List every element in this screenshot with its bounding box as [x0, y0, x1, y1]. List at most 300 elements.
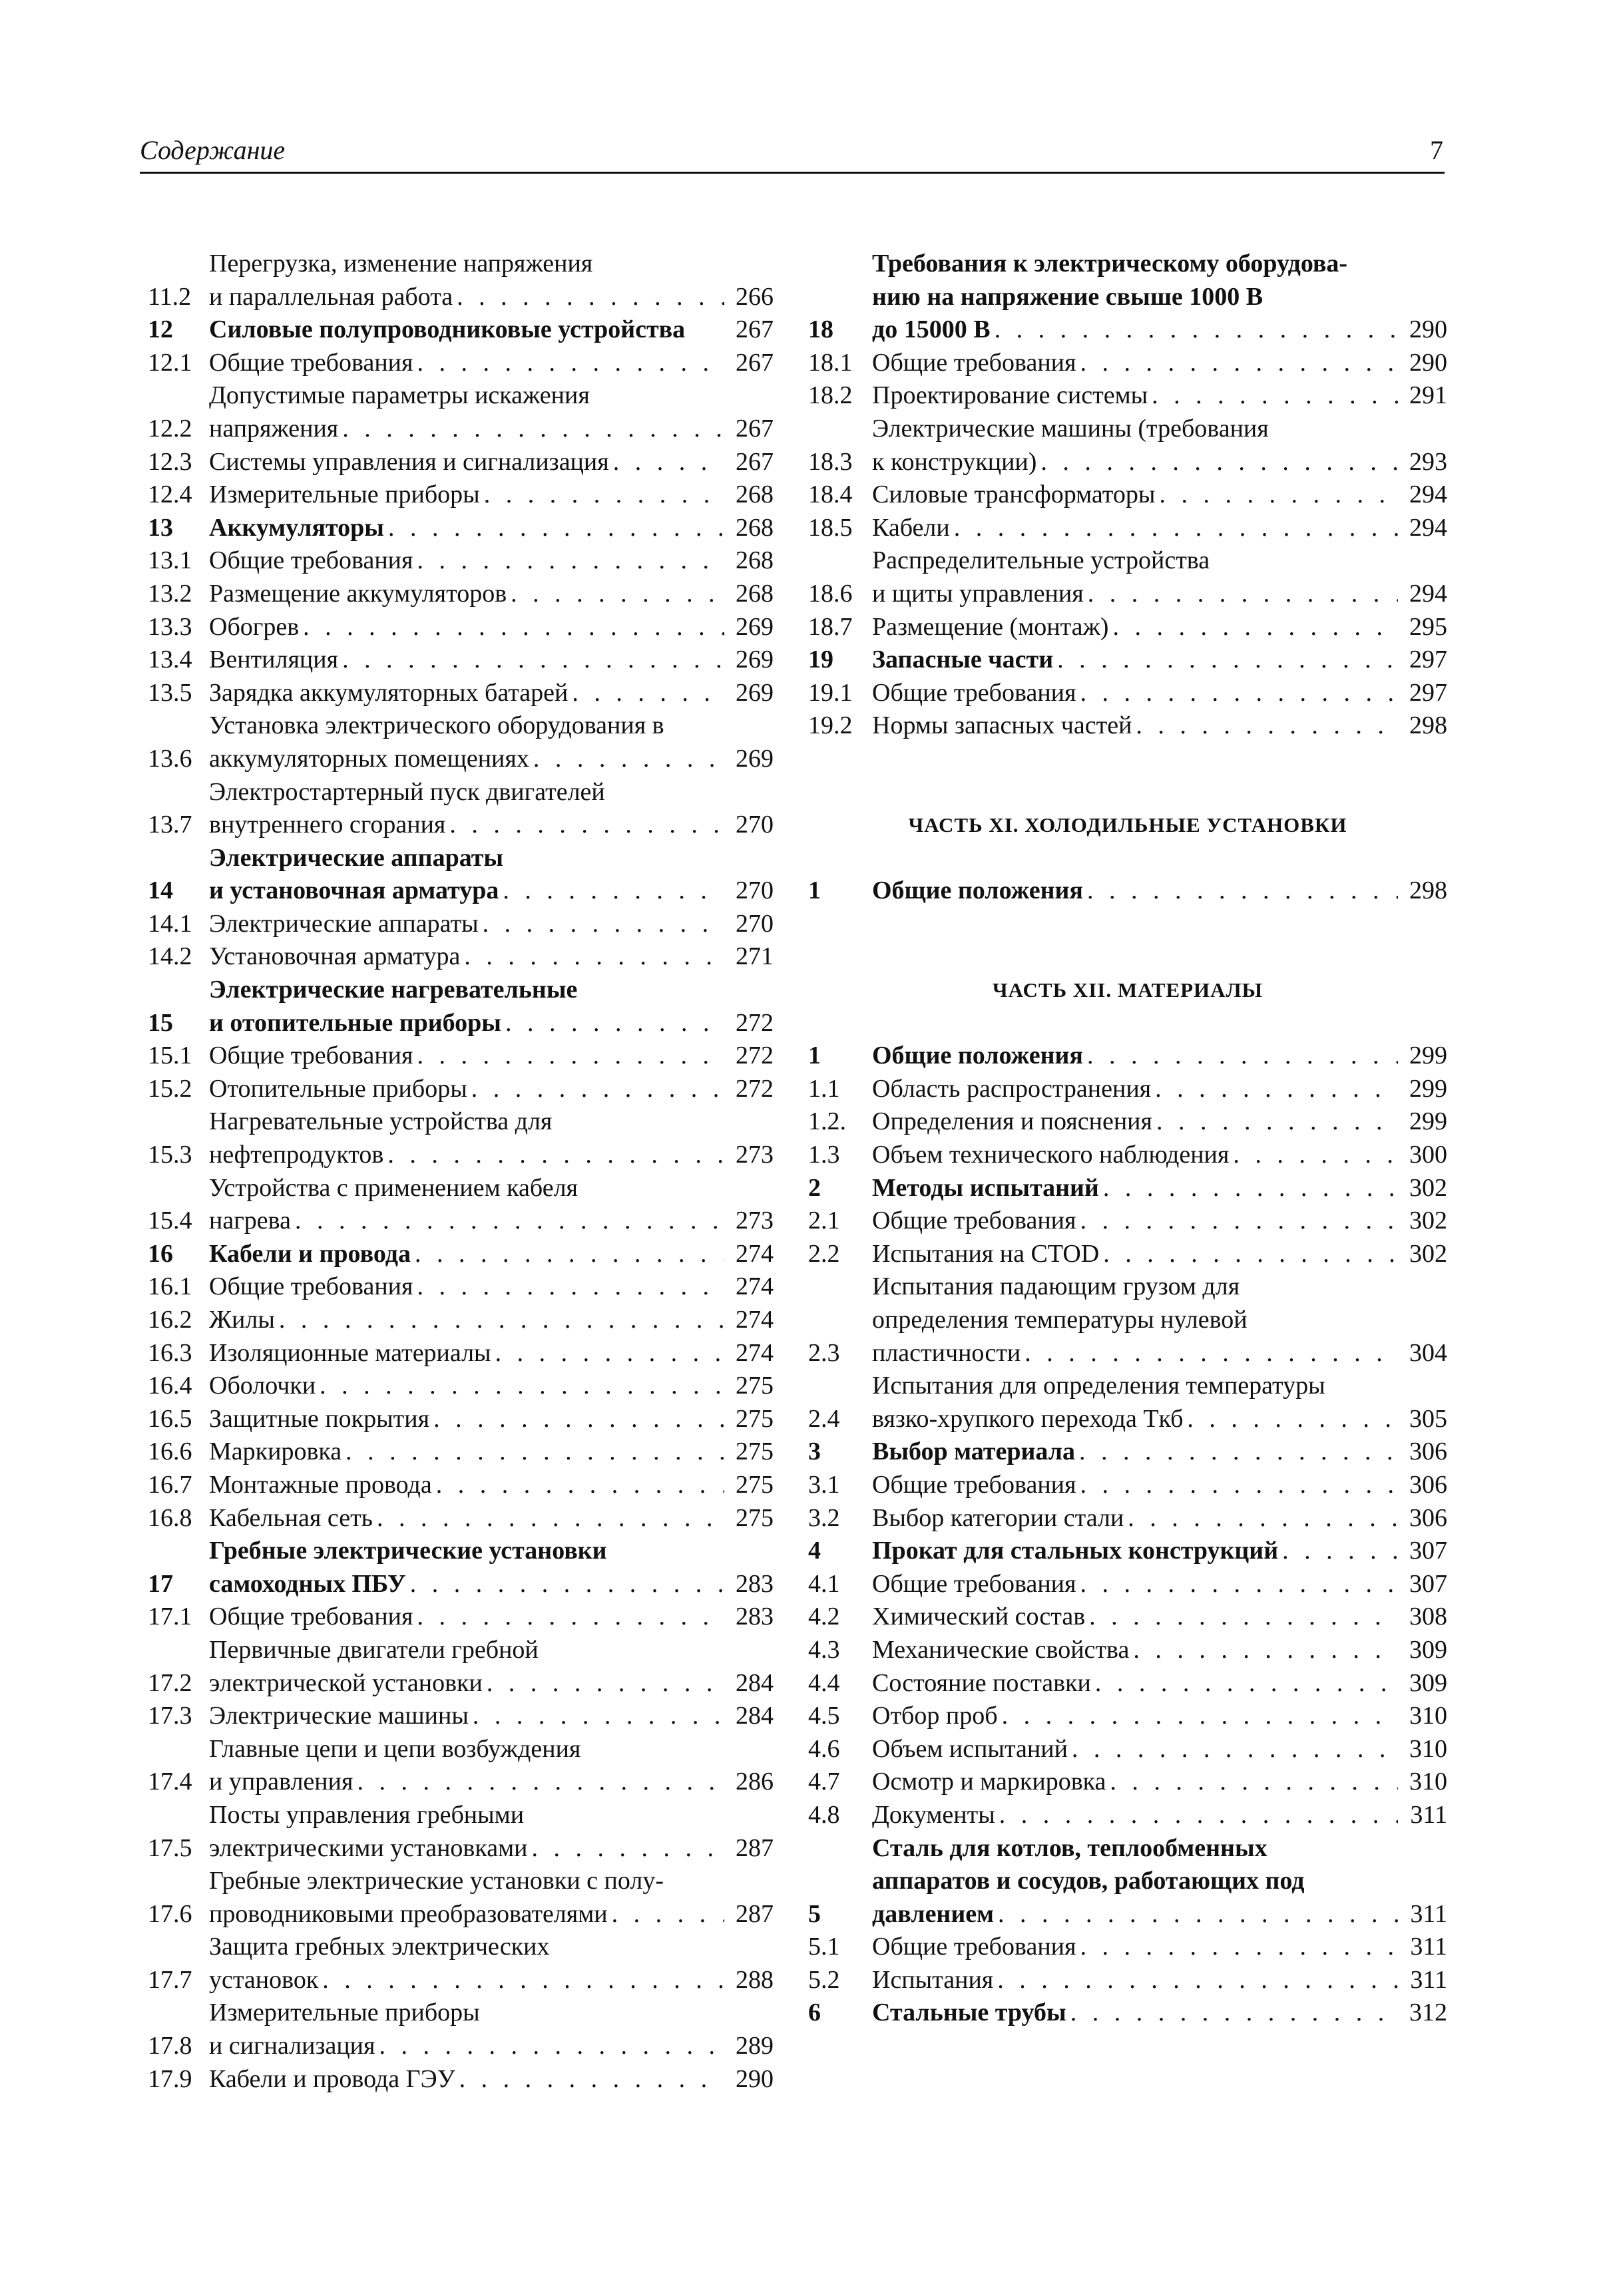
toc-entry-title	[209, 446, 728, 479]
toc-entry-title-line: нефтепродуктов	[209, 1141, 384, 1169]
toc-entry-number: 17.8	[148, 2032, 192, 2060]
toc-entry-number: 13.4	[148, 646, 192, 674]
dot-leader	[1152, 379, 1398, 413]
toc-entry-title-line: самоходных ПБУ	[209, 1569, 406, 1598]
toc-entry-title-line: давлением	[872, 1899, 994, 1928]
toc-entry-number: 2.1	[808, 1207, 840, 1235]
toc-entry	[148, 1469, 774, 1502]
toc-entry	[808, 677, 1447, 710]
toc-entry-title	[872, 1601, 1402, 1634]
toc-entry-title-line: Общие требования	[872, 1569, 1076, 1598]
toc-entry-title-line: Кабели и провода ГЭУ	[209, 2064, 455, 2093]
toc-entry-number: 13.2	[148, 579, 192, 608]
running-header	[140, 132, 1445, 174]
toc-entry-number: 15	[148, 1008, 173, 1037]
toc-entry	[148, 908, 774, 941]
toc-entry-title	[209, 1865, 728, 1931]
toc-entry	[148, 842, 774, 908]
toc-entry-number: 18.1	[808, 348, 853, 377]
toc-entry-title-line: Общие требования	[872, 678, 1076, 707]
toc-entry-number: 1	[808, 1042, 821, 1070]
toc-entry-page: 311	[1410, 1933, 1447, 1961]
toc-entry-page: 293	[1409, 447, 1447, 476]
toc-entry-title	[872, 1667, 1402, 1700]
toc-entry-page: 275	[736, 1470, 774, 1499]
dot-leader	[417, 1601, 724, 1634]
toc-entry-title	[209, 1634, 728, 1700]
dot-leader	[572, 677, 724, 710]
toc-entry	[808, 1040, 1447, 1073]
toc-entry-number: 6	[808, 1999, 821, 2027]
toc-entry-title	[872, 1139, 1402, 1172]
toc-entry	[148, 347, 774, 380]
toc-entry-title-line: Общие положения	[872, 876, 1083, 905]
toc-entry-title-line: проводниковыми преобразователями	[209, 1899, 608, 1928]
toc-entry-title	[209, 842, 728, 908]
toc-entry-page: 311	[1410, 1899, 1447, 1928]
toc-entry-number: 4.6	[808, 1734, 840, 1763]
toc-entry-page: 268	[736, 480, 774, 509]
toc-entry	[148, 313, 774, 347]
dot-leader	[357, 1766, 724, 1799]
part-11-list	[808, 874, 1447, 908]
toc-entry-number: 12.2	[148, 414, 192, 443]
toc-entry-title	[209, 1601, 728, 1634]
dot-leader	[377, 1502, 724, 1535]
toc-entry-title-line: напряжения	[209, 414, 339, 443]
dot-leader	[1103, 1172, 1398, 1205]
toc-entry-title	[872, 1073, 1402, 1106]
dot-leader	[457, 281, 724, 314]
toc-entry	[148, 1238, 774, 1271]
toc-entry-number: 13.5	[148, 678, 192, 707]
toc-entry-title	[872, 1205, 1402, 1238]
toc-entry-title-line: Защита гребных электрических	[209, 1933, 550, 1961]
toc-entry-title	[872, 1370, 1402, 1435]
dot-leader	[1072, 1733, 1398, 1766]
toc-entry-title-line: Выбор материала	[872, 1437, 1076, 1466]
toc-entry	[148, 709, 774, 775]
toc-entry	[148, 578, 774, 611]
toc-entry-title	[209, 578, 728, 611]
toc-entry-title-line: Электрические аппараты	[209, 909, 479, 938]
dot-leader	[954, 512, 1398, 545]
toc-entry-title-line: и сигнализация	[209, 2032, 375, 2060]
toc-entry-title-line: и щиты управления	[872, 579, 1084, 608]
toc-entry-title-line: Жилы	[209, 1306, 275, 1334]
toc-entry-title	[872, 1964, 1402, 1997]
toc-entry-title-line: Механические свойства	[872, 1635, 1130, 1664]
dot-leader	[1103, 1238, 1398, 1271]
dot-leader	[1282, 1535, 1398, 1568]
toc-entry-title-line: Силовые трансформаторы	[872, 480, 1156, 509]
toc-entry-title	[872, 644, 1402, 677]
toc-entry-title	[209, 1502, 728, 1535]
toc-entry-page: 284	[736, 1702, 774, 1730]
toc-entry-number: 4.3	[808, 1635, 840, 1664]
toc-entry-title-line: Испытания	[872, 1965, 994, 1994]
toc-entry-title	[209, 1304, 728, 1337]
dot-leader	[1187, 1403, 1398, 1436]
dot-leader	[511, 578, 724, 611]
dot-leader	[473, 1700, 724, 1733]
toc-entry-title-line: пластичности	[872, 1338, 1021, 1367]
toc-entry-page: 306	[1409, 1470, 1447, 1499]
dot-leader	[449, 809, 724, 842]
toc-entry-title-line: нию на напряжение свыше 1000 В	[872, 282, 1263, 311]
toc-entry-title	[209, 2063, 728, 2096]
toc-entry	[148, 974, 774, 1040]
toc-entry-title	[209, 1040, 728, 1073]
toc-entry-title-line: Посты управления гребными	[209, 1800, 525, 1829]
toc-entry-number: 4.1	[808, 1569, 840, 1598]
toc-entry-title-line: Монтажные провода	[209, 1470, 432, 1499]
toc-entry-title	[209, 1238, 728, 1271]
toc-entry	[148, 544, 774, 578]
toc-entry-title-line: Химический состав	[872, 1603, 1086, 1631]
toc-entry-number: 18.5	[808, 513, 853, 542]
toc-entry-page: 294	[1409, 480, 1447, 509]
toc-entry-title-line: Измерительные приборы	[209, 1999, 480, 2027]
toc-entry	[148, 379, 774, 445]
toc-entry-number: 17	[148, 1569, 173, 1598]
toc-entry-page: 287	[736, 1899, 774, 1928]
toc-entry-title	[209, 644, 728, 677]
toc-entry	[148, 248, 774, 313]
toc-entry	[808, 1139, 1447, 1172]
toc-entry	[808, 1469, 1447, 1502]
toc-entry-number: 11.2	[148, 282, 192, 311]
toc-entry-page: 302	[1409, 1207, 1447, 1235]
toc-entry-title-line: Область распространения	[872, 1074, 1152, 1103]
dot-leader	[417, 1040, 724, 1073]
toc-entry-number: 13.7	[148, 811, 192, 839]
toc-entry-page: 275	[736, 1404, 774, 1433]
toc-entry	[148, 1403, 774, 1436]
toc-entry	[808, 1105, 1447, 1139]
toc-entry-page: 305	[1409, 1404, 1447, 1433]
toc-entry-title-line: внутреннего сгорания	[209, 811, 446, 839]
toc-entry-title	[209, 1997, 728, 2062]
toc-entry-page: 283	[736, 1603, 774, 1631]
toc-entry	[148, 776, 774, 842]
toc-entry-page: 290	[1409, 315, 1447, 344]
toc-entry	[808, 1172, 1447, 1205]
toc-entry	[808, 709, 1447, 743]
toc-entry-page: 299	[1409, 1107, 1447, 1136]
toc-entry-title-line: Испытания падающим грузом для	[872, 1272, 1240, 1301]
toc-entry	[148, 1799, 774, 1865]
toc-entry	[148, 1435, 774, 1469]
toc-entry-title	[872, 1931, 1402, 1964]
toc-entry-page: 275	[736, 1372, 774, 1400]
toc-entry	[148, 1172, 774, 1238]
toc-entry	[148, 1700, 774, 1733]
toc-entry	[808, 379, 1447, 413]
toc-section-list	[808, 248, 1447, 743]
toc-entry-number: 4.7	[808, 1768, 840, 1796]
toc-entry	[808, 1766, 1447, 1799]
toc-entry-title	[209, 1535, 728, 1601]
dot-leader	[417, 1270, 724, 1304]
toc-entry-page: 289	[736, 2032, 774, 2060]
toc-entry-title	[872, 1469, 1402, 1502]
toc-entry-page: 295	[1409, 612, 1447, 641]
page-number: 7	[1430, 135, 1443, 165]
toc-entry-title-line: Запасные части	[872, 646, 1054, 674]
dot-leader	[495, 1337, 724, 1370]
toc-entry-title-line: Общие требования	[872, 348, 1076, 377]
toc-entry-page: 304	[1409, 1338, 1447, 1367]
toc-entry	[148, 1601, 774, 1634]
toc-entry	[148, 1931, 774, 1997]
toc-entry-number: 2.3	[808, 1338, 840, 1367]
toc-entry-title-line: Общие требования	[209, 1042, 413, 1070]
toc-entry-number: 17.9	[148, 2064, 192, 2093]
toc-entry-number: 4.8	[808, 1800, 840, 1829]
dot-leader	[433, 1403, 724, 1436]
toc-entry	[148, 1997, 774, 2062]
toc-entry-page: 310	[1409, 1768, 1447, 1796]
toc-entry-title	[209, 1733, 728, 1799]
toc-entry-title	[209, 347, 728, 380]
toc-entry-page: 312	[1409, 1999, 1447, 2027]
toc-entry-title	[209, 544, 728, 578]
dot-leader	[388, 512, 724, 545]
toc-entry-number: 16.2	[148, 1306, 192, 1334]
toc-entry-page: 302	[1409, 1173, 1447, 1202]
toc-entry-number: 16.5	[148, 1404, 192, 1433]
toc-entry-page: 290	[736, 2064, 774, 2093]
toc-entry	[808, 1964, 1447, 1997]
toc-entry	[808, 644, 1447, 677]
toc-entry-title	[872, 1799, 1402, 1832]
toc-entry-title-line: аппаратов и сосудов, работающих под	[872, 1867, 1305, 1895]
toc-entry	[808, 1799, 1447, 1832]
toc-entry-page: 311	[1410, 1965, 1447, 1994]
toc-entry-title	[872, 1568, 1402, 1601]
toc-entry-page: 275	[736, 1437, 774, 1466]
toc-entry-page: 274	[736, 1338, 774, 1367]
toc-entry-number: 16.8	[148, 1503, 192, 1532]
toc-entry-page: 271	[736, 942, 774, 971]
dot-leader	[999, 1799, 1398, 1832]
toc-entry	[808, 1270, 1447, 1370]
toc-entry-page: 299	[1409, 1042, 1447, 1070]
toc-entry	[808, 1370, 1447, 1435]
toc-entry-title	[209, 940, 728, 974]
dot-leader	[1110, 1766, 1398, 1799]
toc-entry-title-line: Вентиляция	[209, 646, 339, 674]
toc-entry	[148, 1535, 774, 1601]
toc-entry-title	[872, 1997, 1402, 2030]
toc-entry-title-line: Зарядка аккумуляторных батарей	[209, 678, 569, 707]
toc-entry-title	[209, 1700, 728, 1733]
toc-entry-title-line: Нагревательные устройства для	[209, 1107, 553, 1136]
toc-entry-title-line: Методы испытаний	[872, 1173, 1099, 1202]
dot-leader	[1087, 874, 1398, 908]
toc-entry-number: 12.3	[148, 447, 192, 476]
toc-entry-title-line: Изоляционные материалы	[209, 1338, 491, 1367]
toc-entry	[808, 1435, 1447, 1469]
toc-entry	[148, 1502, 774, 1535]
toc-entry-title	[209, 313, 728, 347]
dot-leader	[533, 743, 724, 776]
toc-entry	[808, 478, 1447, 512]
toc-entry	[148, 1733, 774, 1799]
dot-leader	[417, 544, 724, 578]
toc-entry	[808, 512, 1447, 545]
toc-entry-title	[872, 1270, 1402, 1370]
toc-entry-title-line: Обогрев	[209, 612, 300, 641]
toc-entry-page: 269	[736, 678, 774, 707]
toc-entry-title	[209, 1270, 728, 1304]
toc-entry-page: 309	[1409, 1668, 1447, 1697]
toc-entry-title	[209, 1073, 728, 1106]
toc-entry-title	[872, 413, 1402, 478]
toc-entry	[148, 644, 774, 677]
toc-entry-title	[209, 974, 728, 1040]
toc-entry-page: 307	[1409, 1569, 1447, 1598]
toc-entry-title-line: Измерительные приборы	[209, 480, 480, 509]
toc-entry	[148, 1073, 774, 1106]
toc-entry	[808, 1601, 1447, 1634]
toc-entry	[808, 1502, 1447, 1535]
dot-leader	[1057, 644, 1398, 677]
toc-entry-title-line: Гребные электрические установки	[209, 1537, 607, 1565]
toc-entry-title-line: Размещение аккумуляторов	[209, 579, 507, 608]
toc-entry-page: 284	[736, 1668, 774, 1697]
toc-entry-title-line: Документы	[872, 1800, 995, 1829]
dot-leader	[379, 2030, 725, 2063]
toc-entry-title-line: Допустимые параметры искажения	[209, 381, 590, 410]
toc-entry-number: 1.1	[808, 1074, 840, 1103]
toc-entry-title-line: электрическими установками	[209, 1833, 528, 1862]
toc-entry-title-line: Силовые полупроводниковые устройства	[209, 315, 686, 344]
dot-leader	[279, 1304, 724, 1337]
toc-entry-title-line: Главные цепи и цепи возбуждения	[209, 1734, 581, 1763]
toc-entry	[808, 1667, 1447, 1700]
toc-entry-title-line: Электрические машины (требования	[872, 414, 1269, 443]
toc-entry-title	[209, 677, 728, 710]
dot-leader	[1080, 1568, 1398, 1601]
toc-entry-title-line: электрической установки	[209, 1668, 483, 1697]
toc-entry-number: 17.7	[148, 1965, 192, 1994]
toc-entry-title	[209, 1435, 728, 1469]
toc-entry-title-line: нагрева	[209, 1207, 291, 1235]
toc-entry-page: 267	[736, 447, 774, 476]
toc-entry-page: 291	[1409, 381, 1447, 410]
toc-entry-title-line: Объем испытаний	[872, 1734, 1068, 1763]
dot-leader	[484, 478, 724, 512]
toc-entry-number: 4.4	[808, 1668, 840, 1697]
toc-entry-page: 286	[736, 1768, 774, 1796]
toc-entry-title-line: Требования к электрическому оборудова-	[872, 250, 1348, 278]
dot-leader	[995, 313, 1398, 347]
toc-entry-number: 19.2	[808, 711, 853, 740]
dot-leader	[342, 413, 724, 446]
toc-entry-title	[209, 379, 728, 445]
toc-entry	[808, 1997, 1447, 2030]
toc-entry-number: 13.1	[148, 546, 192, 575]
toc-entry-title	[209, 1469, 728, 1502]
toc-entry-page: 268	[736, 513, 774, 542]
dot-leader	[415, 1238, 724, 1271]
toc-entry	[148, 1105, 774, 1171]
toc-entry-title-line: Испытания на CTOD	[872, 1239, 1100, 1268]
dot-leader	[1088, 578, 1398, 611]
toc-entry-title	[872, 1535, 1402, 1568]
toc-entry-number: 13.6	[148, 744, 192, 773]
toc-entry-title-line: Первичные двигатели гребной	[209, 1635, 539, 1664]
toc-entry	[808, 544, 1447, 610]
toc-entry-title	[872, 1502, 1402, 1535]
toc-entry-title	[872, 677, 1402, 710]
toc-entry-title-line: Общие требования	[872, 1207, 1076, 1235]
dot-leader	[532, 1832, 724, 1865]
toc-entry-title-line: Маркировка	[209, 1437, 342, 1466]
toc-entry-title-line: Отбор проб	[872, 1702, 998, 1730]
toc-entry-number: 2.2	[808, 1239, 840, 1268]
toc-entry-number: 5	[808, 1899, 821, 1928]
toc-entry-title-line: Электрические машины	[209, 1702, 469, 1730]
toc-entry-page: 298	[1409, 711, 1447, 740]
toc-entry-title-line: и установочная арматура	[209, 876, 499, 905]
toc-entry-page: 311	[1410, 1800, 1447, 1829]
toc-entry-title-line: Общие требования	[872, 1933, 1076, 1961]
toc-entry-title-line: Нормы запасных частей	[872, 711, 1132, 740]
dot-leader	[503, 874, 724, 908]
part-12-title: ЧАСТЬ XII. МАТЕРИАЛЫ	[992, 978, 1263, 1002]
toc-entry-title-line: вязко-хрупкого перехода Tкб	[872, 1404, 1184, 1433]
toc-entry-page: 269	[736, 612, 774, 641]
toc-entry-number: 18.4	[808, 480, 853, 509]
toc-entry-title	[209, 709, 728, 775]
toc-entry-page: 272	[736, 1042, 774, 1070]
toc-entry-number: 19.1	[808, 678, 853, 707]
toc-entry-page: 267	[736, 315, 774, 344]
toc-entry	[808, 1535, 1447, 1568]
toc-entry-number: 18.2	[808, 381, 853, 410]
toc-entry-number: 18.6	[808, 579, 853, 608]
toc-entry-title-line: Состояние поставки	[872, 1668, 1091, 1697]
toc-entry	[148, 1270, 774, 1304]
toc-entry-title-line: Системы управления и сигнализация	[209, 447, 609, 476]
dot-leader	[322, 1964, 724, 1997]
toc-entry-page: 272	[736, 1074, 774, 1103]
toc-entry	[148, 1304, 774, 1337]
toc-entry-number: 5.2	[808, 1965, 840, 1994]
dot-leader	[505, 1007, 724, 1040]
toc-entry-title-line: Электростартерный пуск двигателей	[209, 777, 605, 806]
toc-entry-title-line: Объем технического наблюдения	[872, 1141, 1230, 1169]
toc-entry	[148, 512, 774, 545]
toc-entry-page: 306	[1409, 1437, 1447, 1466]
toc-entry-number: 15.4	[148, 1207, 192, 1235]
toc-entry-page: 268	[736, 546, 774, 575]
toc-entry-number: 14.1	[148, 909, 192, 938]
toc-entry-title-line: Электрические нагревательные	[209, 976, 578, 1004]
toc-entry-number: 19	[808, 646, 833, 674]
toc-entry-title	[872, 1766, 1402, 1799]
toc-entry-page: 283	[736, 1569, 774, 1598]
toc-entry-title	[209, 1337, 728, 1370]
toc-entry-number: 18	[808, 315, 833, 344]
toc-entry-title	[872, 512, 1402, 545]
toc-entry-page: 274	[736, 1239, 774, 1268]
toc-entry-page: 308	[1409, 1603, 1447, 1631]
toc-entry-number: 16	[148, 1239, 173, 1268]
